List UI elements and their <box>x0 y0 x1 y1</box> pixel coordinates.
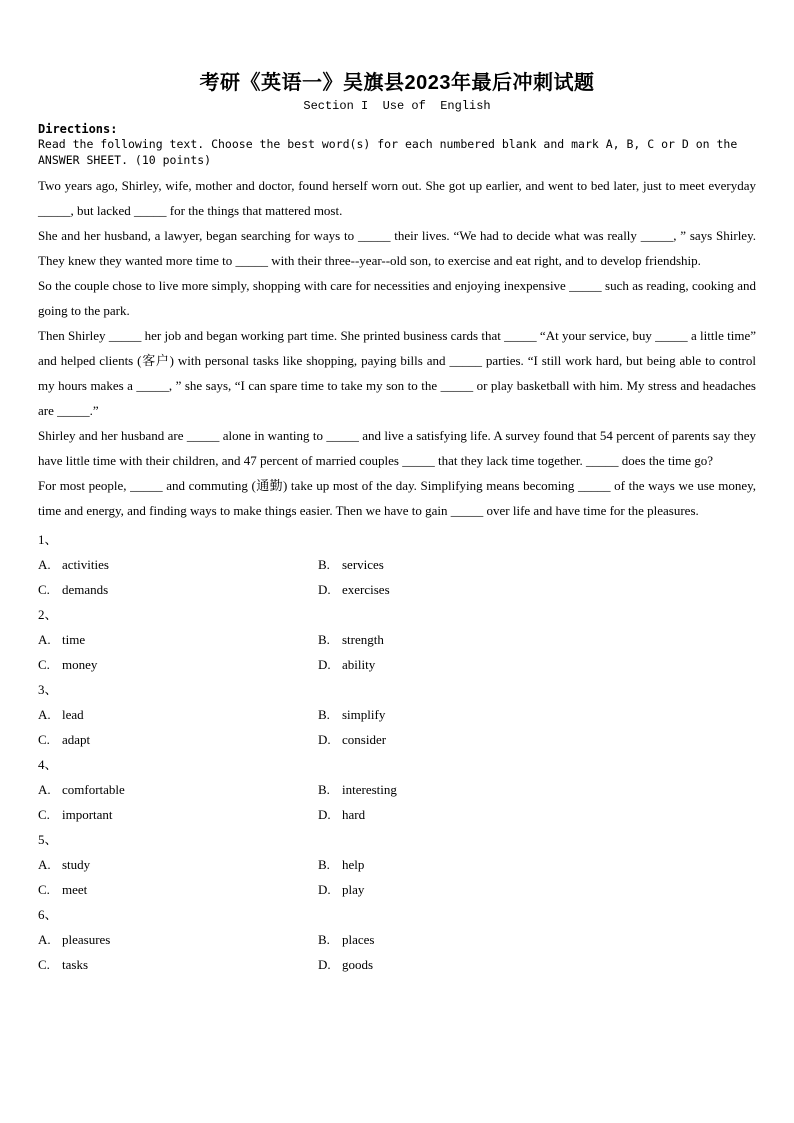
option-d <box>318 652 756 677</box>
option-d <box>318 952 756 977</box>
directions-text: Read the following text. Choose the best word(s) for each numbered blank and mark A, B, C or D on the ANSWER SHEET. (10 points) <box>38 137 738 167</box>
passage-paragraph: For most people, _____ and commuting (通勤) take up most of the day. Simplifying means becoming _____ of the ways we use money, time and energy, and finding ways to make things easier. Then we have to gain _____ over life and have time for the pleasures. <box>38 478 756 518</box>
option-text: play <box>342 882 365 897</box>
option-c <box>38 577 318 602</box>
option-a <box>38 702 318 727</box>
page-title: 考研《英语一》吴旗县2023年最后冲刺试题 <box>199 72 595 94</box>
option-grid <box>38 777 756 827</box>
option-text: demands <box>62 582 109 597</box>
option-label: B. <box>318 857 330 872</box>
option-a <box>38 852 318 877</box>
option-label: D. <box>318 657 331 672</box>
option-label: D. <box>318 582 331 597</box>
option-label: B. <box>318 557 330 572</box>
option-label: D. <box>318 957 331 972</box>
option-c <box>38 727 318 752</box>
option-grid <box>38 552 756 602</box>
option-d <box>318 577 756 602</box>
option-text: adapt <box>62 732 91 747</box>
passage-paragraph: She and her husband, a lawyer, began searching for ways to _____ their lives. “We had to decide what was really _____, ” says Shirley. They knew they wanted more time to _____ with their three--year--old son, to exercise and eat right, and to develop friendship. <box>38 228 756 268</box>
option-text: hard <box>342 807 366 822</box>
option-text: activities <box>62 557 109 572</box>
option-label: B. <box>318 632 330 647</box>
question-number: 4、 <box>38 757 58 772</box>
option-label: D. <box>318 882 331 897</box>
question-number: 3、 <box>38 682 58 697</box>
option-label: C. <box>38 582 50 597</box>
option-text: strength <box>342 632 384 647</box>
option-label: A. <box>38 632 51 647</box>
option-b <box>318 702 756 727</box>
option-label: A. <box>38 932 51 947</box>
option-b <box>318 552 756 577</box>
option-b <box>318 777 756 802</box>
option-d <box>318 727 756 752</box>
option-text: interesting <box>342 782 397 797</box>
question-block-1 <box>38 527 756 602</box>
question-block-5 <box>38 827 756 902</box>
question-number: 2、 <box>38 607 58 622</box>
option-c <box>38 952 318 977</box>
passage-paragraph: Shirley and her husband are _____ alone in wanting to _____ and live a satisfying life. A survey found that 54 percent of parents say they have little time with their children, and 47 percent of married couples _____ that they lack time together. _____ does the time go? <box>38 428 756 468</box>
option-d <box>318 877 756 902</box>
option-text: simplify <box>342 707 386 722</box>
cloze-passage <box>38 173 756 523</box>
option-label: A. <box>38 707 51 722</box>
option-text: services <box>342 557 384 572</box>
option-text: pleasures <box>62 932 111 947</box>
option-grid <box>38 627 756 677</box>
passage-paragraph: Two years ago, Shirley, wife, mother and doctor, found herself worn out. She got up earlier, and went to bed later, just to meet everyday _____, but lacked _____ for the things that mattered most. <box>38 178 756 218</box>
question-number: 1、 <box>38 532 58 547</box>
option-grid <box>38 852 756 902</box>
option-b <box>318 927 756 952</box>
option-label: C. <box>38 732 50 747</box>
option-text: lead <box>62 707 84 722</box>
passage-paragraph: So the couple chose to live more simply, shopping with care for necessities and enjoying inexpensive _____ such as reading, cooking and going to the park. <box>38 278 756 318</box>
option-text: money <box>62 657 98 672</box>
option-grid <box>38 927 756 977</box>
option-label: D. <box>318 807 331 822</box>
option-label: A. <box>38 782 51 797</box>
question-block-6 <box>38 902 756 977</box>
directions-label: Directions: <box>38 122 118 136</box>
option-c <box>38 877 318 902</box>
question-number: 5、 <box>38 832 58 847</box>
option-text: ability <box>342 657 376 672</box>
option-a <box>38 627 318 652</box>
option-text: important <box>62 807 113 822</box>
option-label: B. <box>318 782 330 797</box>
option-label: C. <box>38 657 50 672</box>
question-list <box>38 527 756 977</box>
option-label: A. <box>38 857 51 872</box>
option-text: study <box>62 857 91 872</box>
option-label: C. <box>38 807 50 822</box>
option-text: comfortable <box>62 782 125 797</box>
option-label: A. <box>38 557 51 572</box>
option-c <box>38 802 318 827</box>
option-label: B. <box>318 932 330 947</box>
passage-paragraph: Then Shirley _____ her job and began working part time. She printed business cards that _____ “At your service, buy _____ a little time” and helped clients (客户) with personal tasks like shopping, paying bills and _____ parties. “I still work hard, but being able to control my hours makes a _____, ” she says, “I can spare time to take my son to the _____ or play basketball with him. My stress and headaches are _____.” <box>38 328 756 418</box>
option-label: D. <box>318 732 331 747</box>
section-heading: Section I Use of English <box>303 99 491 113</box>
option-text: exercises <box>342 582 390 597</box>
option-d <box>318 802 756 827</box>
question-block-2 <box>38 602 756 677</box>
option-b <box>318 627 756 652</box>
option-a <box>38 552 318 577</box>
option-text: places <box>342 932 375 947</box>
option-text: time <box>62 632 86 647</box>
question-block-4 <box>38 752 756 827</box>
option-text: goods <box>342 957 374 972</box>
option-a <box>38 927 318 952</box>
option-text: consider <box>342 732 387 747</box>
option-text: tasks <box>62 957 88 972</box>
option-text: meet <box>62 882 88 897</box>
option-c <box>38 652 318 677</box>
option-b <box>318 852 756 877</box>
option-text: help <box>342 857 365 872</box>
option-label: C. <box>38 882 50 897</box>
option-grid <box>38 702 756 752</box>
question-block-3 <box>38 677 756 752</box>
option-label: B. <box>318 707 330 722</box>
question-number: 6、 <box>38 907 58 922</box>
option-label: C. <box>38 957 50 972</box>
option-a <box>38 777 318 802</box>
